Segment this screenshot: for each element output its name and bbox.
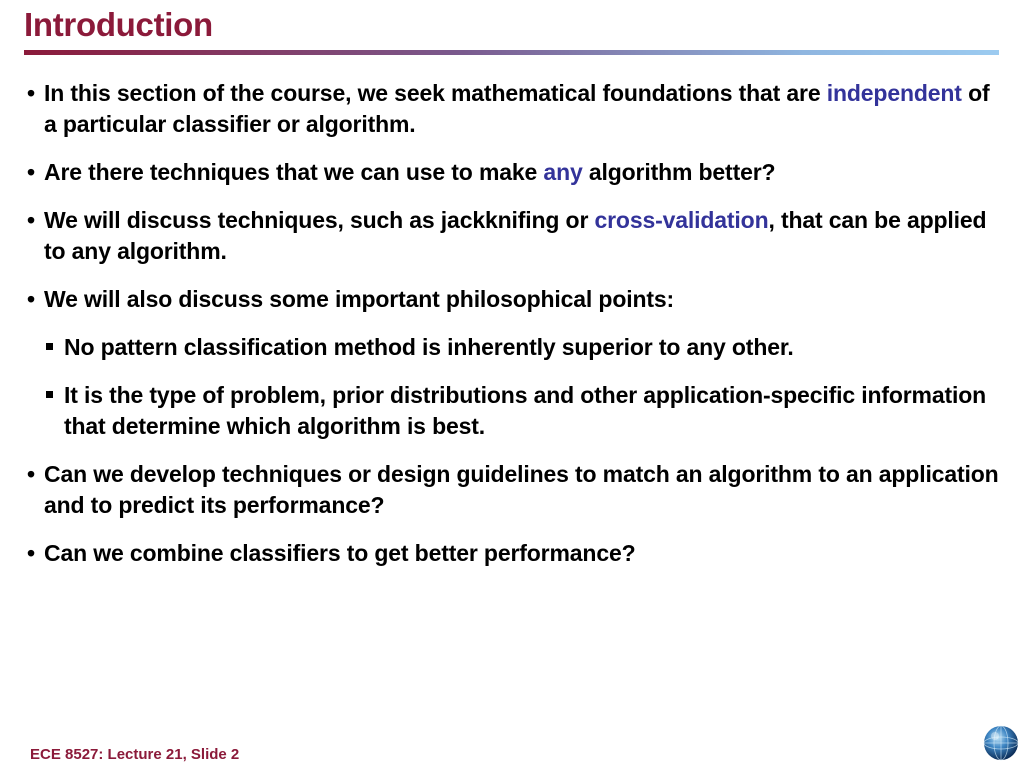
bullet-text: Are there techniques that we can use to make	[44, 159, 544, 185]
bullet-text: We will also discuss some important philosophical points:	[44, 286, 675, 312]
bullet-item	[27, 157, 1002, 188]
bullet-text: Can we develop techniques or design guidelines to match an algorithm to an application and to predict its performance?	[44, 461, 999, 518]
bullet-marker: •	[27, 159, 35, 185]
bullet-item	[27, 284, 1002, 315]
bullet-item	[27, 78, 1002, 140]
bullet-text: , that can be applied to any algorithm.	[44, 207, 987, 264]
bullet-text: No pattern classification method is inherently superior to any other.	[64, 334, 794, 360]
square-bullet-icon	[46, 343, 53, 350]
bullet-item	[27, 538, 1002, 569]
sub-bullet-item	[27, 380, 1002, 442]
bullet-marker: •	[27, 540, 35, 566]
highlighted-term: cross-validation	[594, 207, 769, 233]
highlighted-term: independent	[826, 80, 962, 106]
bullet-marker: •	[27, 461, 35, 487]
bullet-marker: •	[27, 80, 35, 106]
bullet-marker: •	[27, 286, 35, 312]
bullet-text: algorithm better?	[582, 159, 776, 185]
highlighted-term: any	[543, 159, 583, 185]
bullet-item	[27, 205, 1002, 267]
globe-icon	[983, 725, 1019, 761]
bullet-text: In this section of the course, we seek mathematical foundations that are	[44, 80, 827, 106]
bullet-item	[27, 459, 1002, 521]
bullet-list	[27, 78, 1002, 586]
bullet-marker: •	[27, 207, 35, 233]
bullet-text: of a particular classifier or algorithm.	[44, 80, 990, 137]
bullet-text: We will discuss techniques, such as jackknifing or	[44, 207, 595, 233]
footer-slide-label: ECE 8527: Lecture 21, Slide 2	[30, 746, 240, 763]
title-divider	[24, 50, 999, 55]
slide-title: Introduction	[24, 6, 213, 43]
sub-bullet-item	[27, 332, 1002, 363]
bullet-text: It is the type of problem, prior distributions and other application-specific information that determine which algorithm is best.	[64, 382, 987, 439]
square-bullet-icon	[46, 391, 53, 398]
bullet-text: Can we combine classifiers to get better performance?	[44, 540, 636, 566]
